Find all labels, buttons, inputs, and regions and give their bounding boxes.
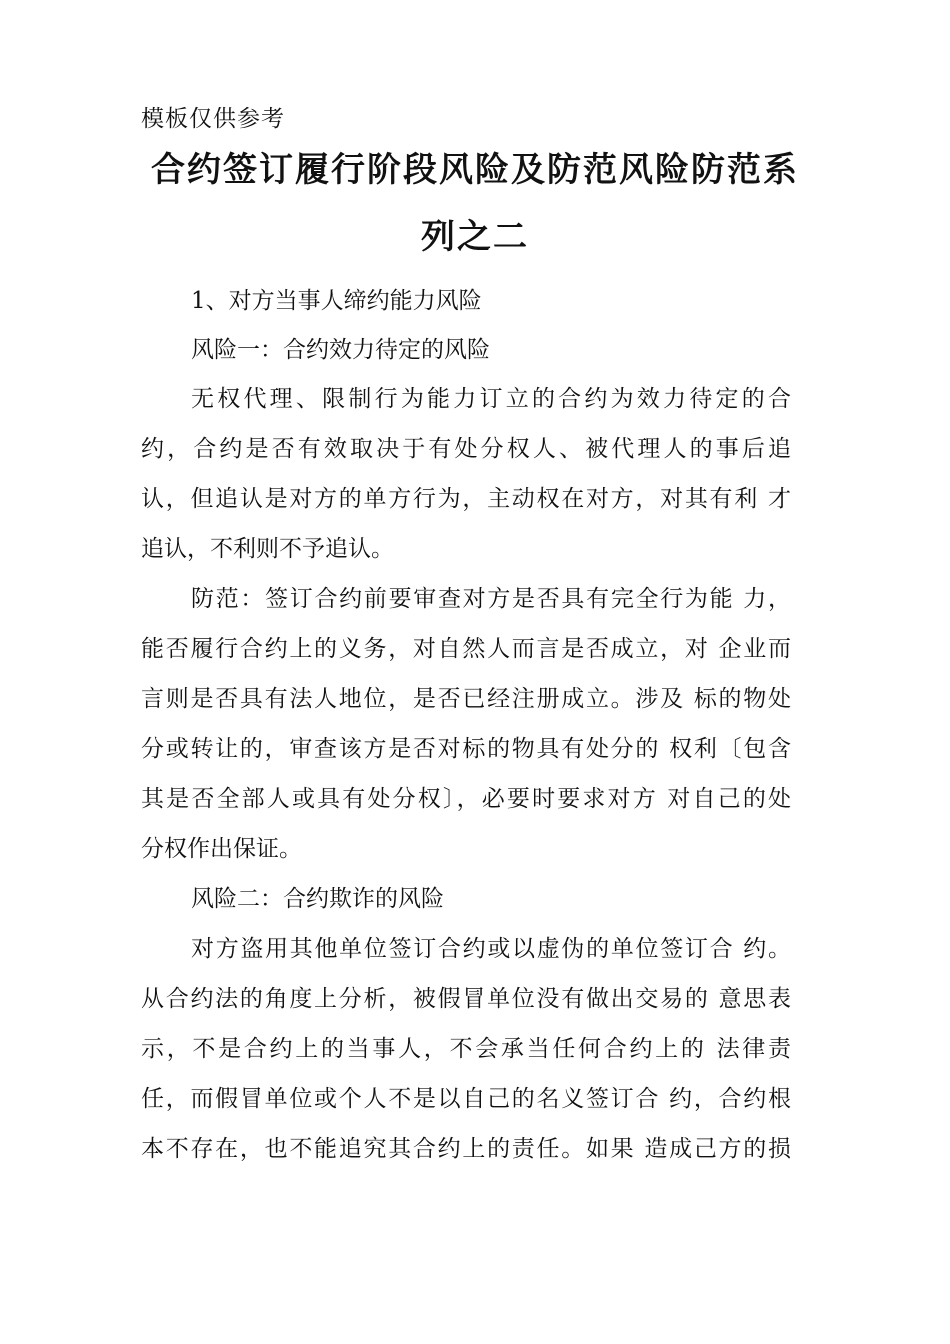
- document-title-line-2: 列之二: [421, 217, 529, 257]
- risk-1-text-line: 约，合约是否有效取决于有处分权人、被代理人的事后追: [141, 436, 791, 462]
- prevention-text-line: 言则是否具有法人地位，是否已经注册成立。涉及 标的物处: [141, 686, 791, 712]
- risk-1-text-line: 追认，不利则不予追认。: [141, 536, 394, 562]
- document-title-line-1: 合约签订履行阶段风险及防范风险防范系: [151, 150, 799, 190]
- risk-1-title: 风险一：合约效力待定的风险: [191, 337, 490, 363]
- section-heading-1: 1、对方当事人缔约能力风险: [191, 288, 482, 314]
- risk-2-title: 风险二：合约欺诈的风险: [191, 886, 444, 912]
- prevention-text-line: 其是否全部人或具有处分权〕，必要时要求对方 对自己的处: [141, 786, 791, 812]
- risk-1-text-line: 无权代理、限制行为能力订立的合约为效力待定的合: [191, 386, 791, 412]
- risk-2-text-line: 本不存在，也不能追究其合约上的责任。如果 造成己方的损: [141, 1136, 791, 1162]
- prevention-text-line: 防范：签订合约前要审查对方是否具有完全行为能 力，: [191, 586, 791, 612]
- risk-2-text-line: 对方盗用其他单位签订合约或以虚伪的单位签订合 约。: [191, 936, 791, 962]
- prevention-text-line: 分或转让的，审查该方是否对标的物具有处分的 权利〔包含: [141, 736, 791, 762]
- risk-2-text-line: 从合约法的角度上分析，被假冒单位没有做出交易的 意思表: [141, 986, 791, 1012]
- prevention-text-line: 分权作出保证。: [141, 836, 302, 862]
- risk-2-text-line: 示，不是合约上的当事人，不会承当任何合约上的 法律责: [141, 1036, 791, 1062]
- risk-2-text-line: 任，而假冒单位或个人不是以自己的名义签订合 约，合约根: [141, 1086, 791, 1112]
- risk-1-text-line: 认，但追认是对方的单方行为，主动权在对方，对其有利 才: [141, 486, 791, 512]
- template-note: 模板仅供参考: [141, 106, 285, 132]
- prevention-text-line: 能否履行合约上的义务，对自然人而言是否成立，对 企业而: [141, 636, 791, 662]
